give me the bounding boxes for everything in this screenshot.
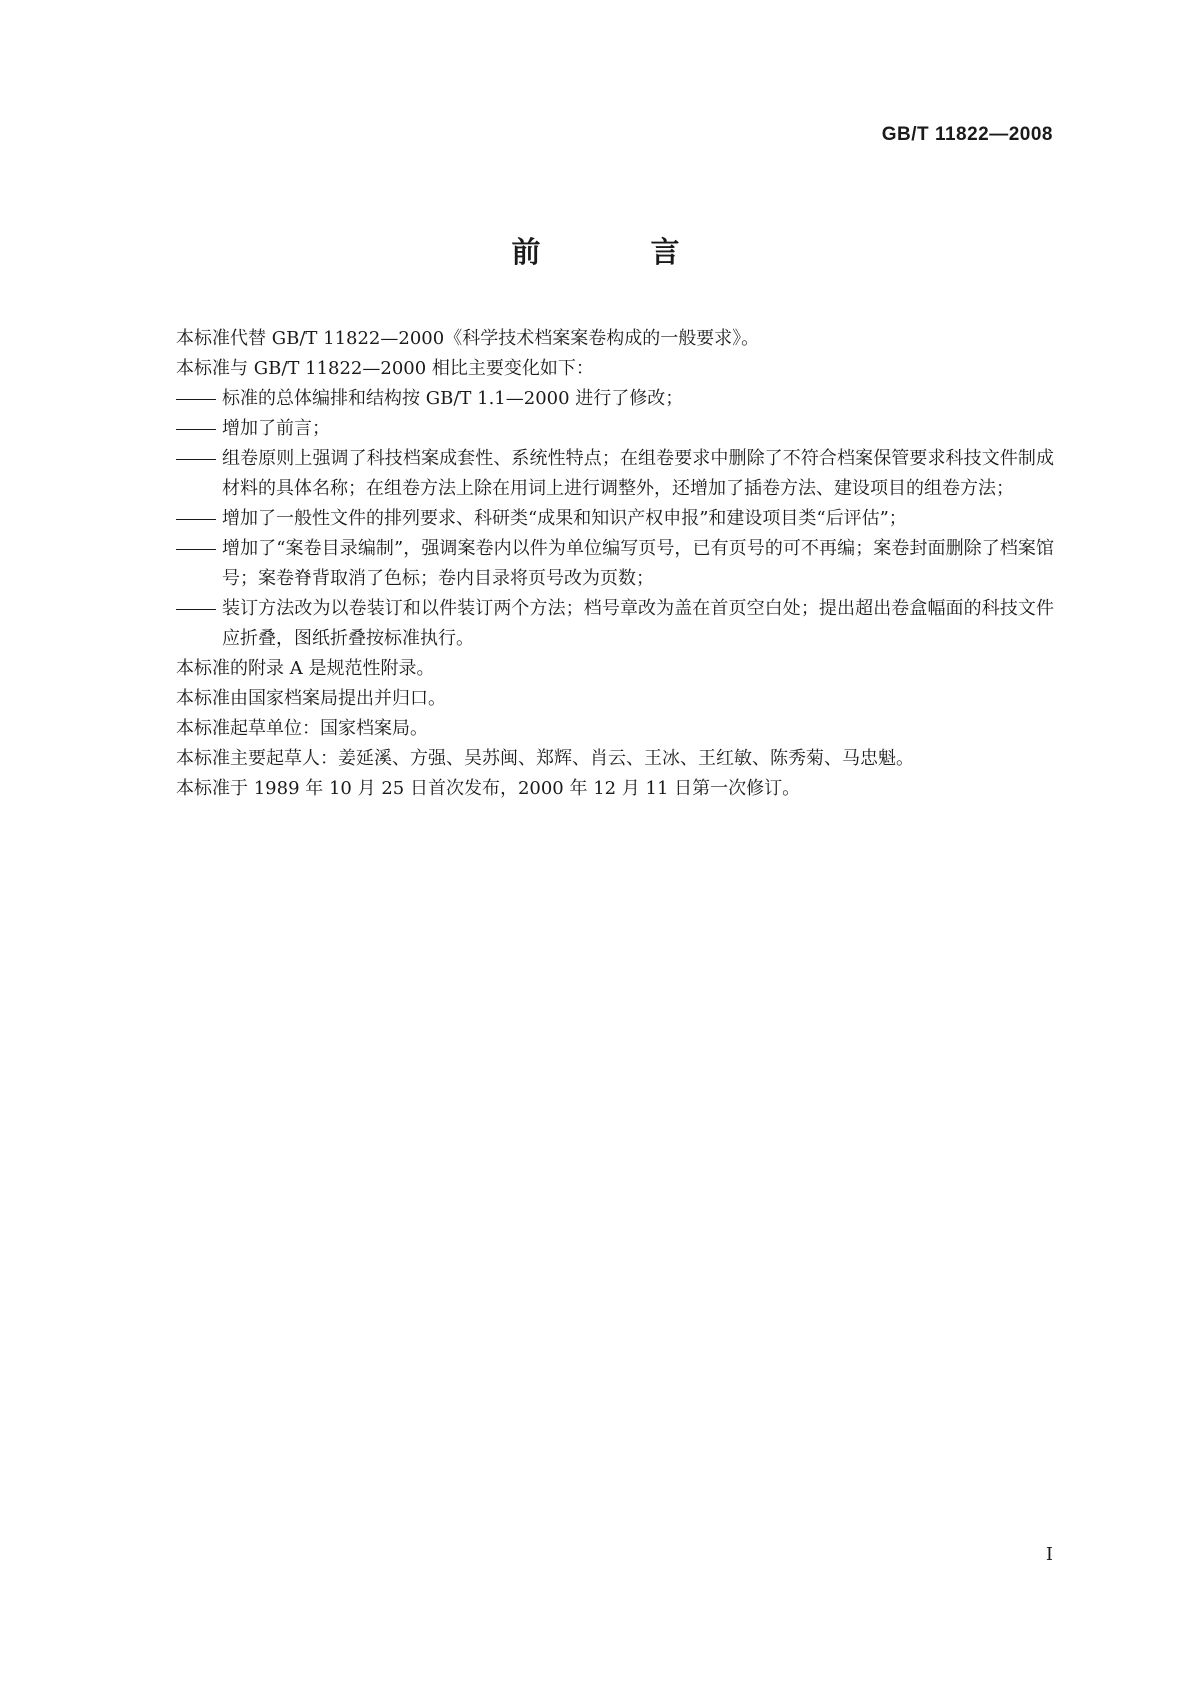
closing-paragraph: 本标准的附录 A 是规范性附录。 <box>176 658 435 679</box>
change-item-text: 增加了前言； <box>222 418 330 439</box>
change-item <box>176 414 1054 444</box>
closing-paragraph: 本标准起草单位：国家档案局。 <box>176 718 428 739</box>
change-item-text: 装订方法改为以卷装订和以件装订两个方法；档号章改为盖在首页空白处；提出超出卷盒幅面的科技文件应折叠，图纸折叠按标准执行。 <box>222 598 1054 649</box>
intro-paragraph: 本标准与 GB/T 11822—2000 相比主要变化如下： <box>176 358 594 379</box>
change-item <box>176 444 1054 504</box>
dash-marker <box>176 504 222 534</box>
change-item-text: 组卷原则上强调了科技档案成套性、系统性特点；在组卷要求中删除了不符合档案保管要求科技文件制成材料的具体名称；在组卷方法上除在用词上进行调整外，还增加了插卷方法、建设项目的组卷方法； <box>222 448 1054 499</box>
closing-paragraph: 本标准于 1989 年 10 月 25 日首次发布，2000 年 12 月 11 日第一次修订。 <box>176 778 801 799</box>
dash-marker <box>176 414 222 444</box>
page-number: I <box>1045 1544 1053 1565</box>
closing-paragraph: 本标准主要起草人：姜延溪、方强、吴苏闽、郑辉、肖云、王冰、王红敏、陈秀菊、马忠魁。 <box>176 748 914 769</box>
intro-paragraph: 本标准代替 GB/T 11822—2000《科学技术档案案卷构成的一般要求》。 <box>176 328 760 349</box>
dash-marker <box>176 444 222 474</box>
dash-marker <box>176 594 222 624</box>
page-title: 前 言 <box>511 235 730 269</box>
change-item <box>176 594 1054 654</box>
change-item <box>176 384 1054 414</box>
dash-marker <box>176 534 222 564</box>
change-item-text: 增加了“案卷目录编制”，强调案卷内以件为单位编写页号，已有页号的可不再编；案卷封面删除了档案馆号；案卷脊背取消了色标；卷内目录将页号改为页数； <box>222 538 1054 589</box>
change-item <box>176 504 1054 534</box>
dash-marker <box>176 384 222 414</box>
change-item <box>176 534 1054 594</box>
standard-code: GB/T 11822—2008 <box>881 124 1053 145</box>
change-item-text: 标准的总体编排和结构按 GB/T 1.1—2000 进行了修改； <box>222 388 684 409</box>
closing-paragraph: 本标准由国家档案局提出并归口。 <box>176 688 446 709</box>
preface-body <box>176 324 1054 804</box>
change-item-text: 增加了一般性文件的排列要求、科研类“成果和知识产权申报”和建设项目类“后评估”； <box>222 508 907 529</box>
